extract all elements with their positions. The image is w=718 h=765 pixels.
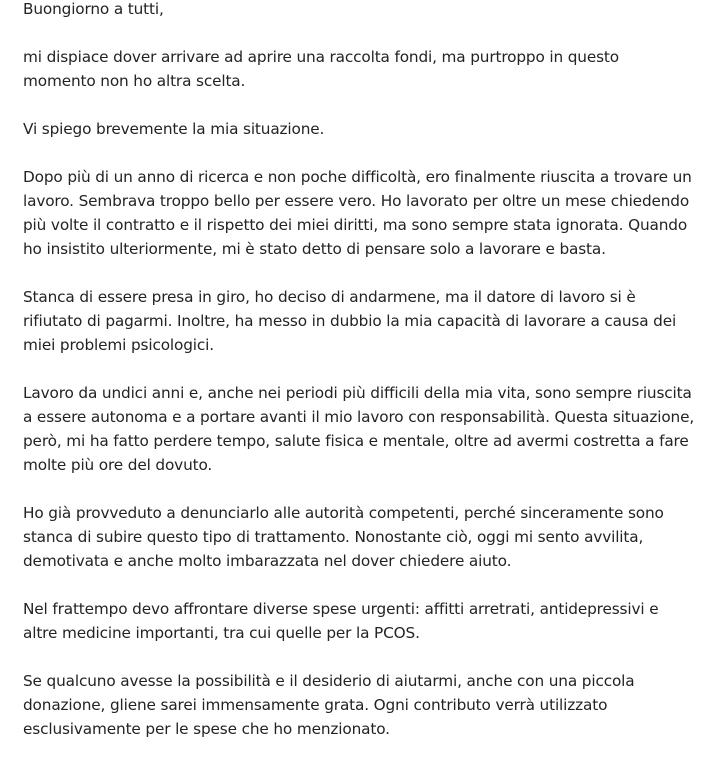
work-history-paragraph: Lavoro da undici anni e, anche nei periodi più difficili della mia vita, sono sempre riuscita a essere autonoma e a portare avanti il mio lavoro con responsabilità. Questa situazione, però, mi ha fatto perdere tempo, salute fisica e mentale, oltre ad avermi costretta a fare molte più ore del dovuto. <box>23 384 695 474</box>
situation-intro-paragraph: Vi spiego brevemente la mia situazione. <box>23 120 325 138</box>
greeting-paragraph: Buongiorno a tutti, <box>23 0 164 18</box>
expenses-paragraph: Nel frattempo devo affrontare diverse spese urgenti: affitti arretrati, antidepressivi e altre medicine importanti, tra cui quelle per la PCOS. <box>23 600 659 642</box>
report-paragraph: Ho già provveduto a denunciarlo alle autorità competenti, perché sinceramente sono stanca di subire questo tipo di trattamento. Nonostante ciò, oggi mi sento avvilita, demotivata e anche molto imbarazzata nel dover chiedere aiuto. <box>23 504 664 570</box>
employer-refusal-paragraph: Stanca di essere presa in giro, ho deciso di andarmene, ma il datore di lavoro si è rifiutato di pagarmi. Inoltre, ha messo in dubbio la mia capacità di lavorare a causa dei miei problemi psicologici. <box>23 288 677 354</box>
fundraiser-story <box>23 0 695 765</box>
job-paragraph: Dopo più di un anno di ricerca e non poche difficoltà, ero finalmente riuscita a trovare un lavoro. Sembrava troppo bello per essere vero. Ho lavorato per oltre un mese chiedendo più volte il contratto e il rispetto dei miei diritti, ma sono sempre stata ignorata. Quando ho insistito ulteriormente, mi è stato detto di pensare solo a lavorare e basta. <box>23 168 692 258</box>
donation-request-paragraph: Se qualcuno avesse la possibilità e il desiderio di aiutarmi, anche con una piccola donazione, gliene sarei immensamente grata. Ogni contributo verrà utilizzato esclusivamente per le spese che ho menzionato. <box>23 672 635 738</box>
intro-paragraph: mi dispiace dover arrivare ad aprire una raccolta fondi, ma purtroppo in questo momento non ho altra scelta. <box>23 48 619 90</box>
